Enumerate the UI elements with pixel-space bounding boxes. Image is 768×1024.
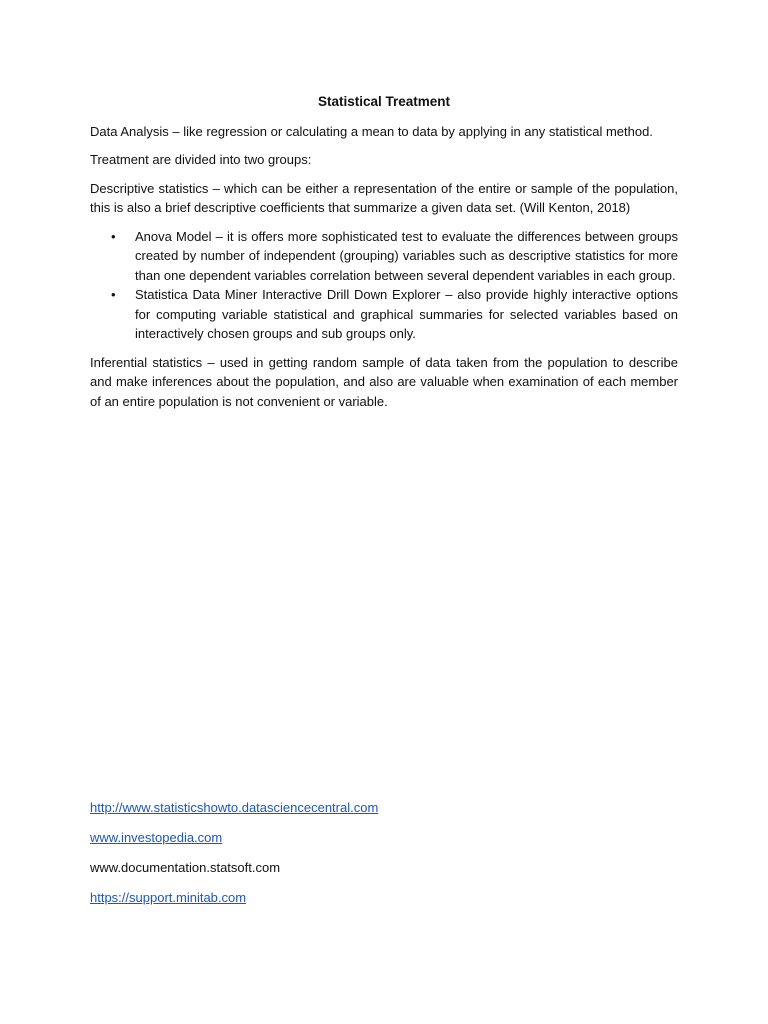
reference-link-statisticshowto[interactable]: http://www.statisticshowto.datasciencecentral.com	[90, 800, 379, 815]
bullet-icon: •	[111, 287, 116, 302]
treatment-groups-paragraph: Treatment are divided into two groups:	[90, 152, 312, 167]
bullet-text: Statistica Data Miner Interactive Drill Down Explorer – also provide highly interactive options for computing variable statistical and graphical summaries for selected variables based on interactively chosen groups and sub groups only.	[135, 287, 678, 341]
reference-text-statsoft: www.documentation.statsoft.com	[90, 860, 281, 875]
bullet-list	[90, 227, 678, 344]
bullet-item-anova	[90, 227, 678, 286]
document-title: Statistical Treatment	[317, 94, 451, 109]
bullet-item-statistica	[90, 285, 678, 344]
document-body	[90, 92, 678, 420]
bullet-text: Anova Model – it is offers more sophisticated test to evaluate the differences between groups created by number of independent (grouping) variables such as descriptive statistics for more than one dependent variables correlation between several dependent variables in each group.	[135, 228, 678, 283]
data-analysis-paragraph: Data Analysis – like regression or calculating a mean to data by applying in any statistical method.	[90, 123, 653, 139]
reference-link-minitab[interactable]: https://support.minitab.com	[90, 890, 247, 905]
bullet-icon: •	[111, 228, 116, 244]
references-section	[90, 798, 678, 918]
inferential-statistics-paragraph: Inferential statistics – used in getting random sample of data taken from the population to describe and make inferences about the population, and also are valuable when examination of each member of an entire population is not convenient or variable.	[90, 354, 678, 409]
reference-link-investopedia[interactable]: www.investopedia.com	[90, 830, 223, 845]
descriptive-statistics-paragraph: Descriptive statistics – which can be either a representation of the entire or sample of the population, this is also a brief descriptive coefficients that summarize a given data set. (Will Kenton, 2018)	[90, 180, 678, 215]
